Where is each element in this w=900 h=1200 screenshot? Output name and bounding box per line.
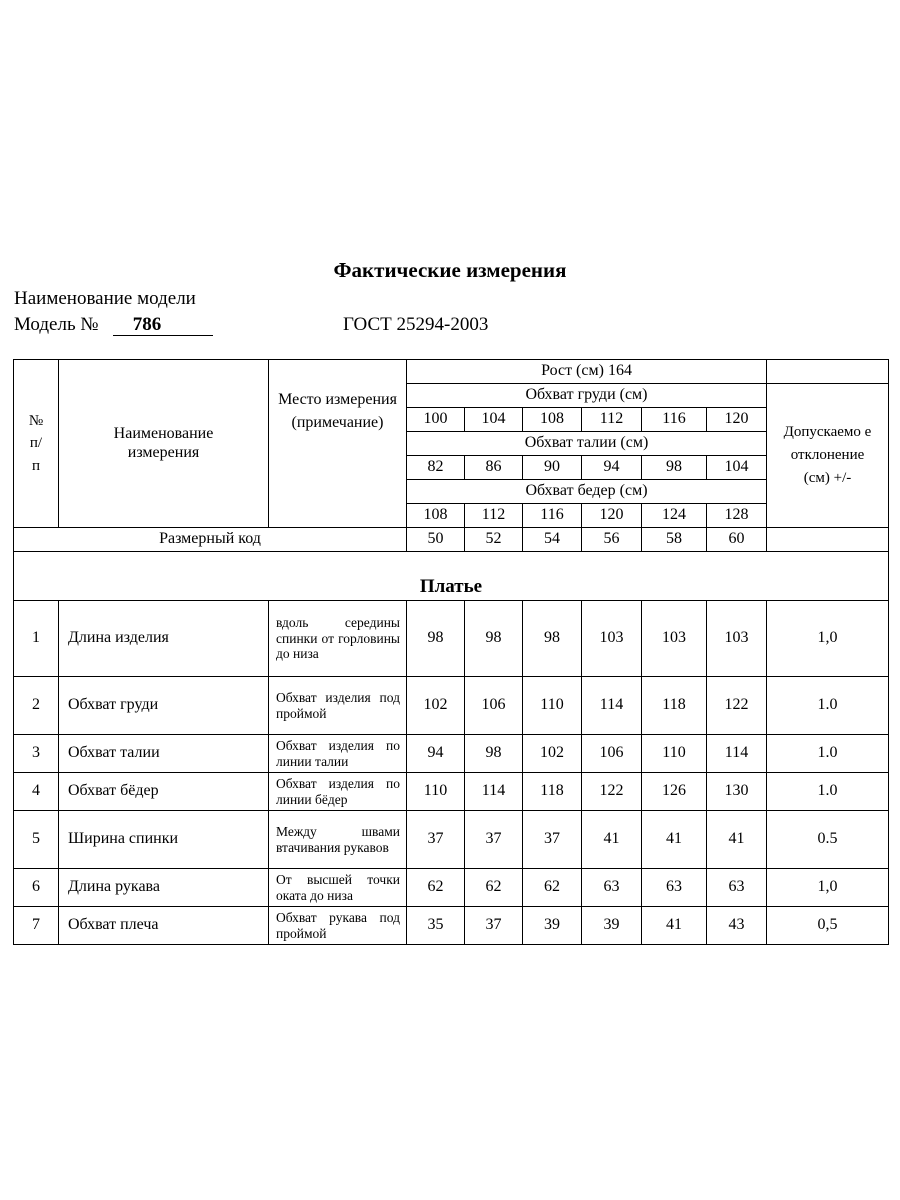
- row-value: 37: [465, 907, 523, 945]
- row-note-text: вдоль середины спинки от горловины до низа: [276, 615, 400, 662]
- row-number: 6: [14, 869, 59, 907]
- header-tolerance: [767, 384, 889, 528]
- waist-value: 82: [407, 456, 465, 480]
- row-value: 63: [707, 869, 767, 907]
- measurements-table: [13, 359, 889, 945]
- row-value: 98: [465, 735, 523, 773]
- chest-value: 112: [582, 408, 642, 432]
- row-value: 98: [465, 601, 523, 677]
- table-row: [14, 601, 889, 677]
- row-value: 62: [465, 869, 523, 907]
- row-name: Обхват плеча: [59, 907, 269, 945]
- header-blank-top: [767, 360, 889, 384]
- model-number-value: 786: [113, 315, 213, 336]
- row-value: 63: [642, 869, 707, 907]
- chest-value: 100: [407, 408, 465, 432]
- table-row: [14, 677, 889, 735]
- header-num-label: № п/ п: [28, 412, 44, 474]
- row-note-text: Между швами втачивания рукавов: [276, 823, 400, 855]
- waist-value: 94: [582, 456, 642, 480]
- row-tolerance: 1,0: [767, 601, 889, 677]
- table-row: [14, 773, 889, 811]
- row-value: 103: [582, 601, 642, 677]
- row-value: 41: [582, 811, 642, 869]
- row-value: 118: [523, 773, 582, 811]
- row-value: 114: [707, 735, 767, 773]
- header-place: [269, 360, 407, 528]
- row-number: 7: [14, 907, 59, 945]
- header-tolerance-label: Допускаемо е отклонение (см) +/-: [783, 423, 872, 487]
- row-value: 63: [582, 869, 642, 907]
- size-code-value: 60: [707, 528, 767, 552]
- header-waist: Обхват талии (см): [407, 432, 767, 456]
- size-code-value: 54: [523, 528, 582, 552]
- size-code-value: 52: [465, 528, 523, 552]
- row-value: 39: [582, 907, 642, 945]
- hips-value: 124: [642, 504, 707, 528]
- row-tolerance: 0,5: [767, 907, 889, 945]
- header-name-label: Наименование измерения: [113, 425, 214, 461]
- row-value: 43: [707, 907, 767, 945]
- row-value: 35: [407, 907, 465, 945]
- hips-value: 120: [582, 504, 642, 528]
- row-value: 41: [707, 811, 767, 869]
- row-note: [269, 677, 407, 735]
- row-tolerance: 1.0: [767, 735, 889, 773]
- row-value: 103: [707, 601, 767, 677]
- row-note-text: Обхват рукава под проймой: [276, 909, 400, 941]
- row-name: Обхват талии: [59, 735, 269, 773]
- row-note-text: Обхват изделия по линии талии: [276, 737, 400, 769]
- row-value: 130: [707, 773, 767, 811]
- size-code-value: 58: [642, 528, 707, 552]
- row-value: 114: [465, 773, 523, 811]
- row-number: 2: [14, 677, 59, 735]
- row-name: Длина изделия: [59, 601, 269, 677]
- row-value: 103: [642, 601, 707, 677]
- row-tolerance: 1.0: [767, 677, 889, 735]
- row-value: 39: [523, 907, 582, 945]
- size-code-value: 50: [407, 528, 465, 552]
- table-row: [14, 907, 889, 945]
- row-note-text: Обхват изделия под проймой: [276, 689, 400, 721]
- row-value: 41: [642, 907, 707, 945]
- hips-value: 128: [707, 504, 767, 528]
- row-tolerance: 1.0: [767, 773, 889, 811]
- chest-value: 120: [707, 408, 767, 432]
- row-note: [269, 773, 407, 811]
- row-number: 4: [14, 773, 59, 811]
- standard-reference: ГОСТ 25294-2003: [343, 314, 489, 335]
- hips-value: 112: [465, 504, 523, 528]
- row-note: [269, 907, 407, 945]
- row-note: [269, 735, 407, 773]
- table-row: [14, 735, 889, 773]
- row-value: 62: [523, 869, 582, 907]
- row-value: 106: [582, 735, 642, 773]
- row-value: 37: [523, 811, 582, 869]
- row-value: 98: [523, 601, 582, 677]
- size-code-blank: [767, 528, 889, 552]
- row-note-text: Обхват изделия по линии бёдер: [276, 775, 400, 807]
- row-name: Ширина спинки: [59, 811, 269, 869]
- row-value: 110: [407, 773, 465, 811]
- row-tolerance: 1,0: [767, 869, 889, 907]
- chest-value: 116: [642, 408, 707, 432]
- waist-value: 98: [642, 456, 707, 480]
- model-name-label: Наименование модели: [14, 288, 196, 309]
- header-place-label: Место измерения (примечание): [278, 391, 397, 432]
- row-number: 3: [14, 735, 59, 773]
- table-row: [14, 811, 889, 869]
- row-value: 118: [642, 677, 707, 735]
- header-chest: Обхват груди (см): [407, 384, 767, 408]
- row-name: Длина рукава: [59, 869, 269, 907]
- row-value: 122: [582, 773, 642, 811]
- section-title: Платье: [14, 552, 889, 601]
- waist-value: 104: [707, 456, 767, 480]
- header-height: Рост (см) 164: [407, 360, 767, 384]
- row-value: 102: [407, 677, 465, 735]
- row-tolerance: 0.5: [767, 811, 889, 869]
- header-num: [14, 360, 59, 528]
- row-value: 110: [523, 677, 582, 735]
- row-value: 41: [642, 811, 707, 869]
- row-number: 5: [14, 811, 59, 869]
- hips-value: 108: [407, 504, 465, 528]
- waist-value: 90: [523, 456, 582, 480]
- chest-value: 104: [465, 408, 523, 432]
- header-hips: Обхват бедер (см): [407, 480, 767, 504]
- document-title: Фактические измерения: [333, 258, 567, 282]
- row-value: 126: [642, 773, 707, 811]
- size-code-label: Размерный код: [14, 528, 407, 552]
- row-value: 62: [407, 869, 465, 907]
- row-value: 94: [407, 735, 465, 773]
- size-code-value: 56: [582, 528, 642, 552]
- row-value: 102: [523, 735, 582, 773]
- header-name: [59, 360, 269, 528]
- row-note: [269, 601, 407, 677]
- hips-value: 116: [523, 504, 582, 528]
- row-number: 1: [14, 601, 59, 677]
- row-value: 110: [642, 735, 707, 773]
- row-value: 37: [465, 811, 523, 869]
- chest-value: 108: [523, 408, 582, 432]
- table-row: [14, 869, 889, 907]
- row-note: [269, 811, 407, 869]
- model-number-line: [14, 314, 213, 336]
- row-value: 106: [465, 677, 523, 735]
- row-name: Обхват груди: [59, 677, 269, 735]
- waist-value: 86: [465, 456, 523, 480]
- row-value: 114: [582, 677, 642, 735]
- model-number-label: Модель №: [14, 314, 99, 335]
- row-value: 37: [407, 811, 465, 869]
- row-value: 98: [407, 601, 465, 677]
- row-name: Обхват бёдер: [59, 773, 269, 811]
- row-note: [269, 869, 407, 907]
- row-value: 122: [707, 677, 767, 735]
- row-note-text: От высшей точки оката до низа: [276, 871, 400, 903]
